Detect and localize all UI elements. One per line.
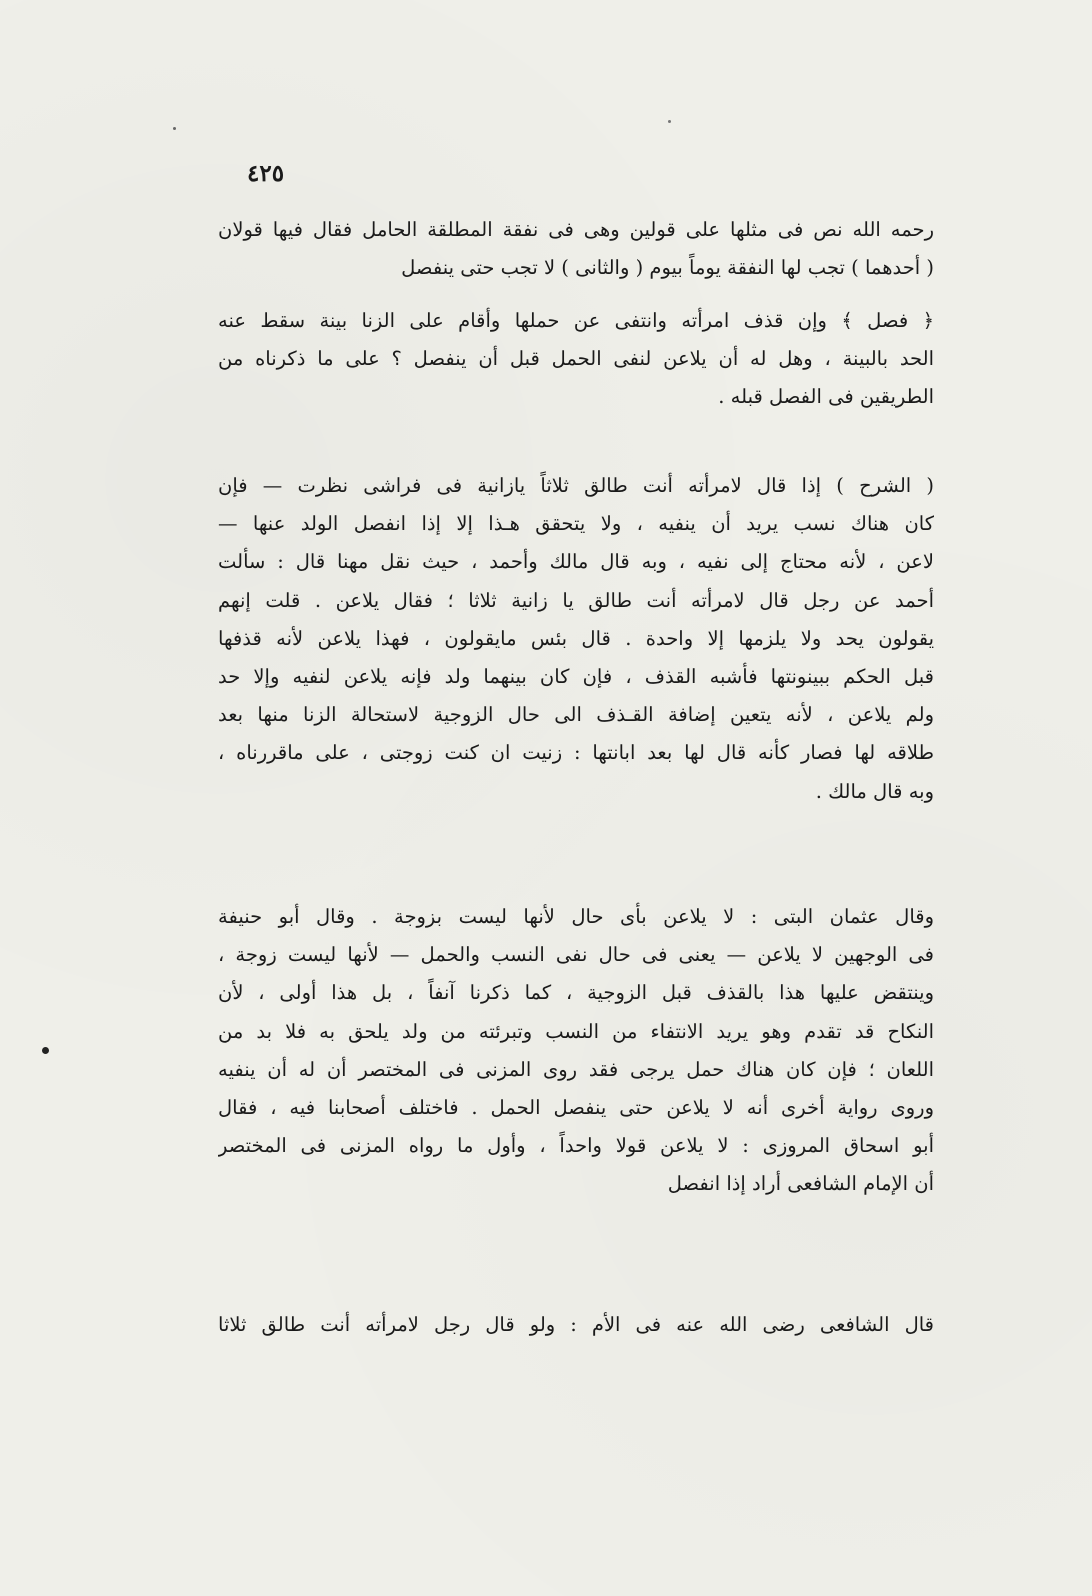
ink-speck — [668, 120, 671, 123]
text-line: أبو اسحاق المروزى : لا يلاعن قولا واحداً ، وأول ما رواه المزنى فى المختصر — [218, 1134, 934, 1158]
text-line: وبه قال مالك . — [815, 779, 934, 803]
text-line: لاعن ، لأنه محتاج إلى نفيه ، وبه قال مالك وأحمد ، حيث نقل مهنا قال : سألت — [218, 550, 934, 574]
text-line: وروى رواية أخرى أنه لا يلاعن حتى ينفصل الحمل . فاختلف أصحابنا فيه ، فقال — [218, 1096, 934, 1120]
text-line: ولم يلاعن ، لأنه يتعين إضافة القـذف الى حال الزوجية لاستحالة الزنا منها بعد — [218, 703, 934, 727]
text-block-fasl — [218, 302, 934, 417]
text-block-intro — [218, 211, 934, 287]
text-block-sharh — [218, 467, 934, 811]
text-line: رحمه الله نص فى مثلها على قولين وهى فى نفقة المطلقة الحامل فقال فيها قولان — [218, 218, 934, 241]
text-line: كان هناك نسب يريد أن ينفيه ، ولا يتحقق هـذا إلا إذا انفصل الولد عنها — — [218, 512, 934, 536]
text-block-uthman — [218, 898, 934, 1204]
ink-speck — [42, 1047, 49, 1054]
text-line: ﴿ فصل ﴾ وإن قذف امرأته وانتفى عن حملها وأقام على الزنا بينة سقط عنه — [218, 309, 934, 332]
text-line: قبل الحكم ببينونتها فأشبه القذف ، فإن كان بينهما ولد فإنه يلاعن لنفيه وإلا حد — [218, 665, 934, 689]
text-line: طلاقه لها فصار كأنه قال لها بعد ابانتها : زنيت ان كنت زوجتى ، على ماقررناه ، — [218, 741, 934, 765]
text-line: قال الشافعى رضى الله عنه فى الأم : ولو قال رجل لامرأته أنت طالق ثلاثا — [218, 1313, 934, 1336]
text-line: وقال عثمان البتى : لا يلاعن بأى حال لأنها ليست بزوجة . وقال أبو حنيفة — [218, 905, 934, 928]
text-line: ( الشرح ) إذا قال لامرأته أنت طالق ثلاثاً يازانية فى فراشى نظرت — فإن — [218, 474, 934, 497]
ink-speck — [173, 127, 176, 130]
text-line: الطريقين فى الفصل قبله . — [718, 385, 934, 409]
text-line: اللعان ؛ فإن كان هناك حمل يرجى فقد روى المزنى فى المختصر أن له أن ينفيه — [218, 1057, 934, 1081]
text-line: يقولون يحد ولا يلزمها إلا واحدة . قال بئس مايقولون ، فهذا يلاعن لأنه قذفها — [218, 626, 934, 650]
text-line: أحمد عن رجل قال لامرأته أنت طالق يا زانية ثلاثا ؛ فقال يلاعن . قلت إنهم — [218, 588, 934, 612]
text-line: النكاح قد تقدم وهو يريد الانتفاء من النسب وتبرئته من ولد يلحق به فلا بد من — [218, 1019, 934, 1043]
text-line: ( أحدهما ) تجب لها النفقة يوماً بيوم ( والثانى ) لا تجب حتى ينفصل — [401, 256, 934, 280]
page-number: ٤٢٥ — [247, 160, 285, 187]
text-line: وينتقض عليها هذا بالقذف قبل الزوجية ، كما ذكرنا آنفاً ، بل هذا أولى ، لأن — [218, 981, 934, 1005]
text-line: أن الإمام الشافعى أراد إذا انفصل — [667, 1172, 934, 1196]
text-block-shafii — [218, 1306, 934, 1344]
text-line: الحد بالبينة ، وهل له أن يلاعن لنفى الحمل قبل أن ينفصل ؟ على ما ذكرناه من — [218, 347, 934, 371]
text-line: فى الوجهين لا يلاعن — يعنى فى حال نفى النسب والحمل — لأنها ليست زوجة ، — [218, 943, 934, 967]
